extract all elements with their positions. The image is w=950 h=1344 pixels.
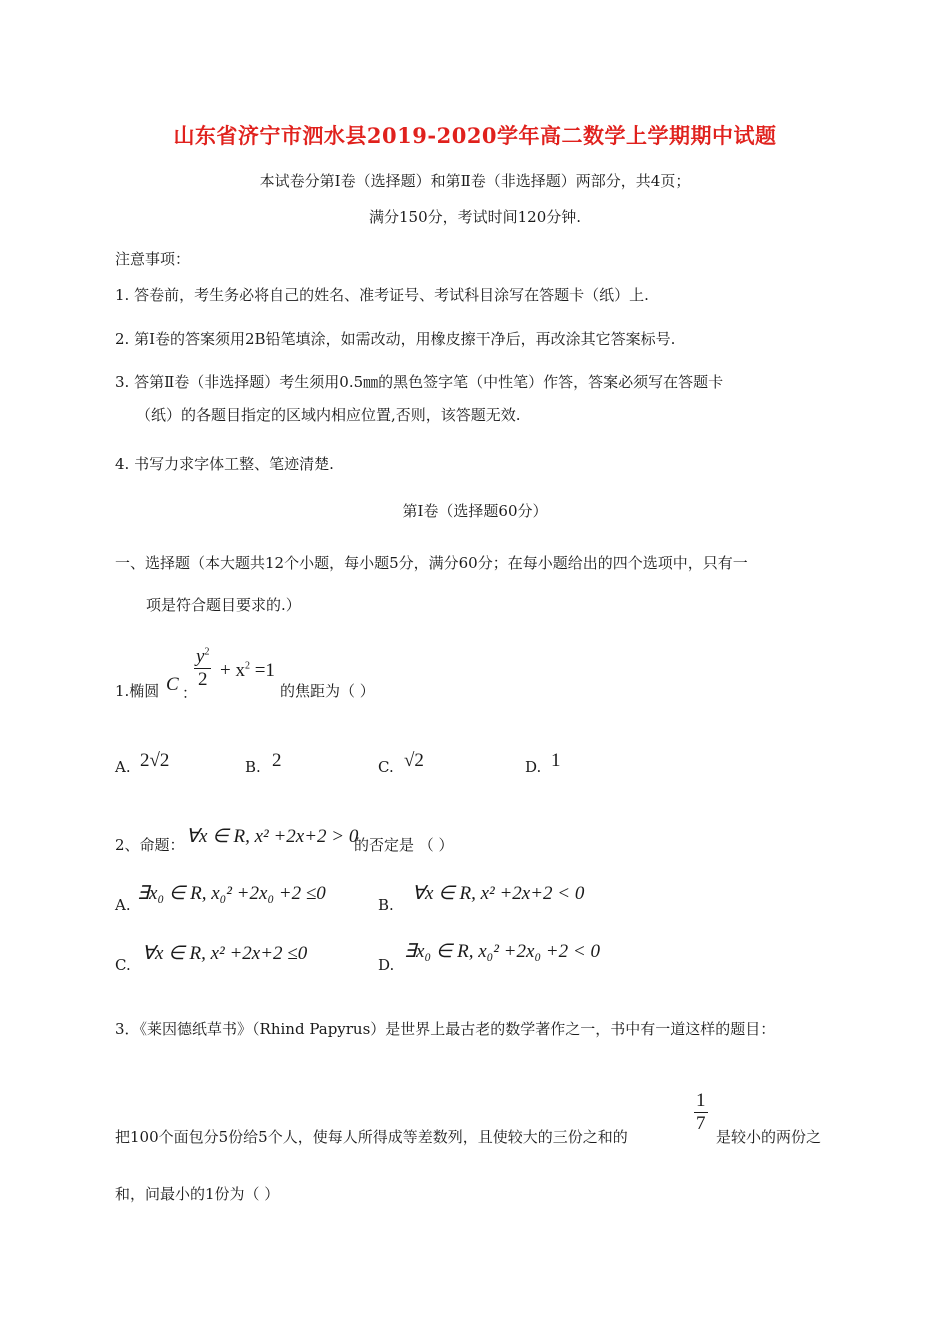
notes-heading: 注意事项： <box>115 250 191 268</box>
q2-expr: ∀x ∈ R, x² +2x+2 > 0 <box>186 826 359 847</box>
q2-suffix: 的否定是 （ ） <box>354 836 454 854</box>
q3-line-1: 3．《莱因德纸草书》（Rhind Papyrus）是世界上最古老的数学著作之一，书中有一道这样的题目： <box>115 1020 776 1038</box>
q2-option-a-value: ∃x₀ ∈ R, x₀² +2x₀ +2 ≤0 <box>137 883 326 904</box>
q1-option-d-value: 1 <box>551 750 561 771</box>
q3-line-2a: 把100个面包分5份给5个人，使每人所得成等差数列，且使较大的三份之和的 <box>115 1128 628 1146</box>
q3-frac-num: 1 <box>696 1090 706 1111</box>
q2-option-b-label: B. <box>378 896 394 914</box>
note-item-1: 1. 答卷前，考生务必将自己的姓名、准考证号、考试科目涂写在答题卡（纸）上. <box>115 286 649 304</box>
q2-option-d-label: D. <box>378 956 395 974</box>
q1-frac-den: 2 <box>194 668 211 691</box>
section-heading: 第Ⅰ卷（选择题60分） <box>402 502 548 520</box>
q1-var: C <box>166 674 179 695</box>
intro-line-2: 满分150分，考试时间120分钟. <box>368 208 582 226</box>
q1-option-d-label: D. <box>525 758 542 776</box>
q2-option-b-value: ∀x ∈ R, x² +2x+2 < 0 <box>412 883 585 904</box>
q1-option-b-label: B. <box>245 758 261 776</box>
q1-option-a-value: 2√2 <box>140 750 170 771</box>
note-item-3: 3. 答第Ⅱ卷（非选择题）考生须用0.5㎜的黑色签字笔（中性笔）作答，答案必须写在答题卡 <box>115 373 724 391</box>
q1-option-a-label: A. <box>115 758 131 776</box>
q2-option-c-value: ∀x ∈ R, x² +2x+2 ≤0 <box>142 943 308 964</box>
q2-option-c-label: C. <box>115 956 131 974</box>
q1-frac-num-exp: 2 <box>204 646 210 658</box>
intro-line-1: 本试卷分第Ⅰ卷（选择题）和第Ⅱ卷（非选择题）两部分，共4页； <box>259 172 691 190</box>
q3-line-3: 和，问最小的1份为（ ） <box>115 1185 280 1203</box>
q3-fraction <box>694 1090 708 1135</box>
q1-rest <box>220 660 275 682</box>
q1-frac-num: y <box>196 646 205 667</box>
q1-prefix: 1.椭圆 <box>115 682 160 700</box>
q3-line-2b: 是较小的两份之 <box>716 1128 822 1146</box>
q2-option-d-value: ∃x₀ ∈ R, x₀² +2x₀ +2 < 0 <box>404 941 600 962</box>
q1-rest-term: + x <box>220 660 245 681</box>
q1-option-c-value: √2 <box>404 750 424 771</box>
q1-option-b-value: 2 <box>272 750 282 771</box>
q2-option-a-label: A. <box>115 896 131 914</box>
q1-colon: ： <box>182 684 198 702</box>
note-item-2: 2. 第Ⅰ卷的答案须用2B铅笔填涂，如需改动，用橡皮擦干净后，再改涂其它答案标号. <box>115 330 676 348</box>
q1-suffix: 的焦距为（ ） <box>280 682 375 700</box>
note-item-3-cont: （纸）的各题目指定的区域内相应位置,否则，该答题无效. <box>136 406 521 424</box>
q1-fraction <box>194 646 211 691</box>
section-instructions-1: 一、选择题（本大题共12个小题，每小题5分，满分60分；在每小题给出的四个选项中，只有一 <box>115 554 748 572</box>
q1-option-c-label: C. <box>378 758 394 776</box>
page-title: 山东省济宁市泗水县2019-2020学年高二数学上学期期中试题 <box>173 123 777 148</box>
note-item-4: 4. 书写力求字体工整、笔迹清楚. <box>115 455 334 473</box>
q1-eq: =1 <box>249 660 275 681</box>
section-instructions-2: 项是符合题目要求的.） <box>146 596 301 614</box>
q1-rest-exp: 2 <box>244 660 250 672</box>
q3-frac-den: 7 <box>696 1113 706 1134</box>
q2-prefix: 2、命题： <box>115 836 185 854</box>
